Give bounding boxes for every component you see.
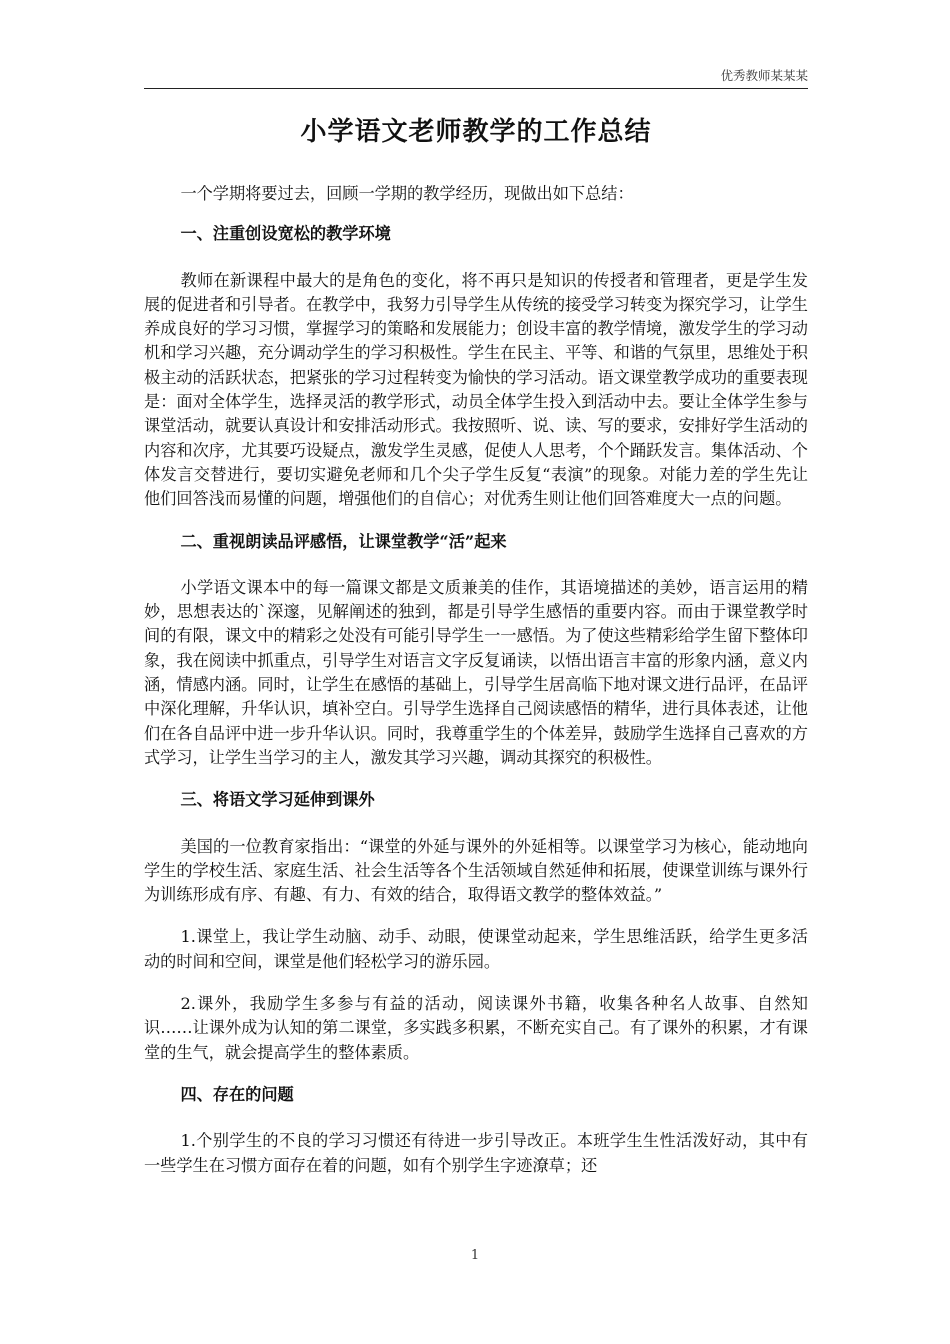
section-1-paragraph-1: 教师在新课程中最大的是角色的变化，将不再只是知识的传授者和管理者，更是学生发展的促进者和引导者。在教学中，我努力引导学生从传统的接受学习转变为探究学习，让学生养成良好的学习习惯，掌握学习的策略和发展能力；创设丰富的教学情境，激发学生的学习动机和学习兴趣，充分调动学生的学习积极性。学生在民主、平等、和谐的气氛里，思维处于积极主动的活跃状态，把紧张的学习过程转变为愉快的学习活动。语文课堂教学成功的重要表现是：面对全体学生，选择灵活的教学形式，动员全体学生投入到活动中去。要让全体学生参与课堂活动，就要认真设计和安排活动形式。我按照听、说、读、写的要求，安排好学生活动的内容和次序，尤其要巧设疑点，激发学生灵感，促使人人思考，个个踊跃发言。集体活动、个体发言交替进行，要切实避免老师和几个尖子学生反复“表演”的现象。对能力差的学生先让他们回答浅而易懂的问题，增强他们的自信心；对优秀生则让他们回答难度大一点的问题。 [144, 270, 808, 509]
section-2-heading: 二、重视朗读品评感悟，让课堂教学“活”起来 [180, 531, 507, 551]
header-author: 优秀教师某某某 [720, 68, 808, 83]
intro-paragraph: 一个学期将要过去，回顾一学期的教学经历，现做出如下总结： [180, 184, 634, 203]
section-4-heading: 四、存在的问题 [180, 1084, 294, 1104]
section-2-paragraph-1: 小学语文课本中的每一篇课文都是文质兼美的佳作，其语境描述的美妙，语言运用的精妙，思想表达的`深邃，见解阐述的独到，都是引导学生感悟的重要内容。而由于课堂教学时间的有限，课文中的精彩之处没有可能引导学生一一感悟。为了使这些精彩给学生留下整体印象，我在阅读中抓重点，引导学生对语言文字反复诵读，以悟出语言丰富的形象内涵，意义内涵，情感内涵。同时，让学生在感悟的基础上，引导学生居高临下地对课文进行品评，在品评中深化理解，升华认识，填补空白。引导学生选择自己阅读感悟的精华，进行具体表述，让他们在各自品评中进一步升华认识。同时，我尊重学生的个体差异，鼓励学生选择自己喜欢的方式学习，让学生当学习的主人，激发其学习兴趣，调动其探究的积极性。 [144, 577, 808, 767]
page-header [144, 62, 808, 89]
section-1-heading: 一、注重创设宽松的教学环境 [180, 224, 391, 244]
section-3-paragraph-3: 2.课外，我励学生多参与有益的活动，阅读课外书籍，收集各种名人故事、自然知识……让课外成为认知的第二课堂，多实践多积累，不断充实自己。有了课外的积累，才有课堂的生气，就会提高学生的整体素质。 [144, 994, 808, 1062]
section-3-heading: 三、将语文学习延伸到课外 [180, 790, 375, 810]
section-3-paragraph-2: 1.课堂上，我让学生动脑、动手、动眼，使课堂动起来，学生思维活跃，给学生更多活动的时间和空间，课堂是他们轻松学习的游乐园。 [144, 927, 808, 971]
page-number: 1 [470, 1248, 480, 1263]
document-body [144, 112, 808, 1196]
section-3-paragraph-1: 美国的一位教育家指出：“课堂的外延与课外的外延相等。以课堂学习为核心，能动地向学生的学校生活、家庭生活、社会生活等各个生活领域自然延伸和拓展，使课堂训练与课外行为训练形成有序、有趣、有力、有效的结合，取得语文教学的整体效益。” [144, 836, 808, 905]
section-4-paragraph-1: 1.个别学生的不良的学习习惯还有待进一步引导改正。本班学生生性活泼好动，其中有一些学生在习惯方面存在着的问题，如有个别学生字迹潦草；还 [144, 1131, 808, 1175]
document-title: 小学语文老师教学的工作总结 [300, 117, 652, 147]
